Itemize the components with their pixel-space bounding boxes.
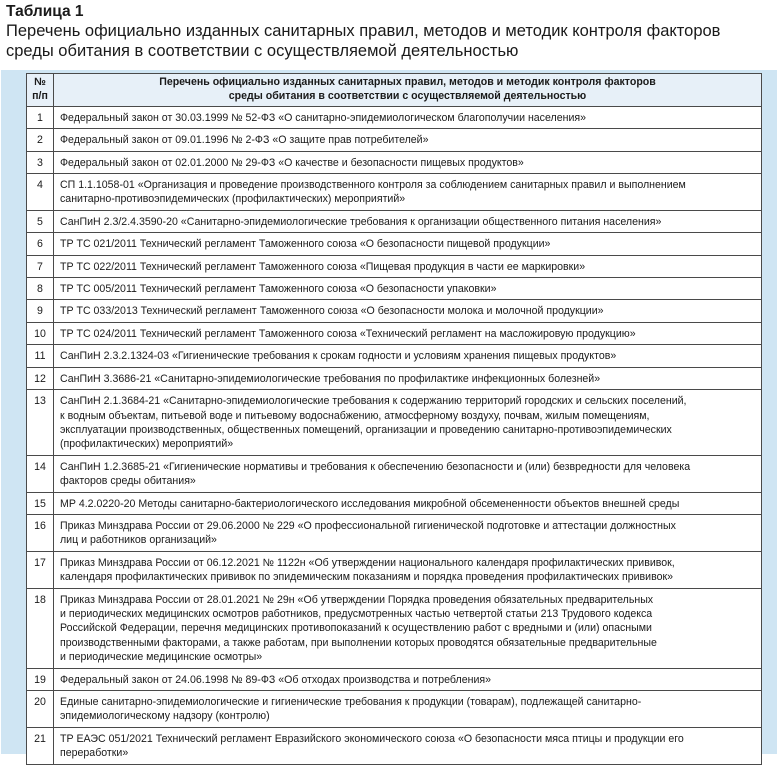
caption-label: Таблица 1 — [6, 3, 84, 20]
table-row — [27, 233, 762, 255]
document-text-line: ТР ЕАЭС 051/2021 Технический регламент Евразийского экономического союза «О безопасности мяса птицы и продукции его — [60, 732, 684, 745]
table-row — [27, 390, 762, 456]
row-document — [54, 174, 762, 211]
document-text-line: и периодические медицинские осмотры» — [60, 651, 263, 664]
table-row — [27, 174, 762, 211]
row-number: 6 — [27, 233, 54, 255]
row-document — [54, 390, 762, 456]
row-document — [54, 300, 762, 322]
document-text-line: эксплуатации производственных, общественных помещений, организации и проведению санитарно-противоэпидемических — [60, 423, 672, 436]
document-text-line: ТР ТС 024/2011 Технический регламент Таможенного союза «Технический регламент на масложировую продукцию» — [60, 327, 636, 340]
row-document — [54, 106, 762, 128]
table-row — [27, 551, 762, 588]
document-text-line: Федеральный закон от 09.01.1996 № 2-ФЗ «О защите прав потребителей» — [60, 134, 429, 147]
table-frame — [1, 70, 777, 760]
row-number: 16 — [27, 514, 54, 551]
row-number: 10 — [27, 322, 54, 344]
row-document — [54, 278, 762, 300]
table-row — [27, 668, 762, 690]
row-number: 18 — [27, 588, 54, 668]
document-text-line: Приказ Минздрава России от 29.06.2000 № 229 «О профессиональной гигиенической подготовке и аттестации должностных — [60, 519, 676, 532]
document-text-line: ТР ТС 022/2011 Технический регламент Таможенного союза «Пищевая продукция в части ее маркировки» — [60, 260, 586, 273]
table-row — [27, 322, 762, 344]
document-text-line: календаря профилактических прививок по эпидемическим показаниям и порядка проведения профилактических прививок» — [60, 571, 674, 584]
document-text-line: Федеральный закон от 30.03.1999 № 52-ФЗ «О санитарно-эпидемиологическом благополучии населения» — [60, 111, 586, 124]
table-row — [27, 255, 762, 277]
document-text-line: СП 1.1.1058-01 «Организация и проведение производственного контроля за соблюдением санитарных правил и выполнением — [60, 179, 686, 192]
regulations-table — [26, 73, 762, 765]
document-text-line: СанПиН 1.2.3685-21 «Гигиенические нормативы и требования к обеспечению безопасности и (или) безвредности для человека — [60, 460, 691, 473]
table-row — [27, 492, 762, 514]
row-document — [54, 255, 762, 277]
document-text-line: Приказ Минздрава России от 28.01.2021 № 29н «Об утверждении Порядка проведения обязательных предварительных — [60, 593, 654, 606]
row-number: 19 — [27, 668, 54, 690]
row-number: 21 — [27, 727, 54, 764]
document-text-line: ТР ТС 021/2011 Технический регламент Таможенного союза «О безопасности пищевой продукции» — [60, 238, 551, 251]
header-document — [54, 74, 762, 107]
row-document — [54, 514, 762, 551]
header-number-line-2: п/п — [32, 90, 48, 103]
row-number: 14 — [27, 455, 54, 492]
table-row — [27, 278, 762, 300]
document-text-line: Единые санитарно-эпидемиологические и гигиенические требования к продукции (товарам), подлежащей санитарно- — [60, 696, 642, 708]
table-row — [27, 727, 762, 764]
table-body — [27, 106, 762, 764]
row-number: 15 — [27, 492, 54, 514]
row-document — [54, 492, 762, 514]
document-text-line: Российской Федерации, перечня медицинских противопоказаний к осуществлению работ с вредными и (или) опасными — [60, 622, 652, 635]
row-document — [54, 345, 762, 367]
table-row — [27, 588, 762, 668]
caption-title-line-2: среды обитания в соответствии с осуществляемой деятельностью — [6, 42, 519, 60]
row-number: 7 — [27, 255, 54, 277]
row-document — [54, 151, 762, 173]
row-number: 4 — [27, 174, 54, 211]
row-number: 17 — [27, 551, 54, 588]
document-text-line: МР 4.2.0220-20 Методы санитарно-бактериологического исследования микробной обсемененности объектов внешней среды — [60, 497, 680, 510]
header-row — [27, 74, 762, 107]
row-document — [54, 233, 762, 255]
document-text-line: эпидемиологическому надзору (контролю) — [60, 710, 270, 723]
document-text-line: к водным объектам, питьевой воде и питьевому водоснабжению, атмосферному воздуху, почвам, жилым помещениям, — [60, 409, 650, 422]
row-document — [54, 455, 762, 492]
document-text-line: Федеральный закон от 24.06.1998 № 89-ФЗ «Об отходах производства и потребления» — [60, 673, 491, 686]
document-text-line: СанПиН 2.3.2.1324-03 «Гигиенические требования к срокам годности и условиям хранения пищевых продуктов» — [60, 350, 617, 363]
row-number: 13 — [27, 390, 54, 456]
row-document — [54, 367, 762, 389]
header-number — [27, 74, 54, 107]
table-row — [27, 129, 762, 151]
row-number: 3 — [27, 151, 54, 173]
row-number: 8 — [27, 278, 54, 300]
table-row — [27, 455, 762, 492]
row-number: 20 — [27, 691, 54, 728]
document-text-line: санитарно-противоэпидемических (профилактических) мероприятий» — [60, 193, 406, 206]
row-document — [54, 129, 762, 151]
document-text-line: СанПиН 2.1.3684-21 «Санитарно-эпидемиологические требования к содержанию территорий городских и сельских поселений, — [60, 395, 687, 408]
document-text-line: ТР ТС 005/2011 Технический регламент Таможенного союза «О безопасности упаковки» — [60, 283, 497, 296]
document-text-line: ТР ТС 033/2013 Технический регламент Таможенного союза «О безопасности молока и молочной продукции» — [60, 305, 604, 318]
row-number: 1 — [27, 106, 54, 128]
row-number: 9 — [27, 300, 54, 322]
table-row — [27, 514, 762, 551]
row-number: 12 — [27, 367, 54, 389]
document-text-line: факторов среды обитания» — [60, 475, 196, 488]
table-caption — [6, 3, 720, 61]
table-row — [27, 151, 762, 173]
row-number: 5 — [27, 210, 54, 232]
row-document — [54, 210, 762, 232]
document-text-line: лиц и работников организаций» — [60, 534, 217, 547]
document-text-line: Приказ Минздрава России от 06.12.2021 № 1122н «Об утверждении национального календаря профилактических прививок, — [60, 556, 675, 569]
row-document — [54, 322, 762, 344]
document-text-line: (профилактических) мероприятий» — [60, 438, 234, 451]
caption-title-line-1: Перечень официально изданных санитарных правил, методов и методик контроля факторов — [6, 22, 721, 40]
table-row — [27, 691, 762, 728]
document-text-line: СанПиН 3.3686-21 «Санитарно-эпидемиологические требования по профилактике инфекционных болезней» — [60, 372, 601, 385]
header-document-line-2: среды обитания в соответствии с осуществляемой деятельностью — [228, 90, 587, 103]
table-row — [27, 106, 762, 128]
document-text-line: и периодических медицинских осмотров работников, предусмотренных частью четвертой статьи 213 Трудового кодекса — [60, 607, 653, 620]
document-text-line: Федеральный закон от 02.01.2000 № 29-ФЗ «О качестве и безопасности пищевых продуктов» — [60, 156, 524, 169]
table-row — [27, 367, 762, 389]
header-document-line-1: Перечень официально изданных санитарных правил, методов и методик контроля факторов — [159, 76, 656, 88]
table-row — [27, 345, 762, 367]
row-document — [54, 727, 762, 764]
row-document — [54, 668, 762, 690]
document-text-line: переработки» — [60, 747, 129, 760]
row-document — [54, 551, 762, 588]
row-number: 11 — [27, 345, 54, 367]
table-row — [27, 210, 762, 232]
table-row — [27, 300, 762, 322]
document-text-line: производственными факторами, а также работам, при выполнении которых проводятся обязательные предварительные — [60, 636, 657, 649]
row-document — [54, 588, 762, 668]
row-number: 2 — [27, 129, 54, 151]
header-number-line-1: № — [34, 76, 46, 88]
row-document — [54, 691, 762, 728]
document-text-line: СанПиН 2.3/2.4.3590-20 «Санитарно-эпидемиологические требования к организации общественного питания населения» — [60, 215, 662, 228]
